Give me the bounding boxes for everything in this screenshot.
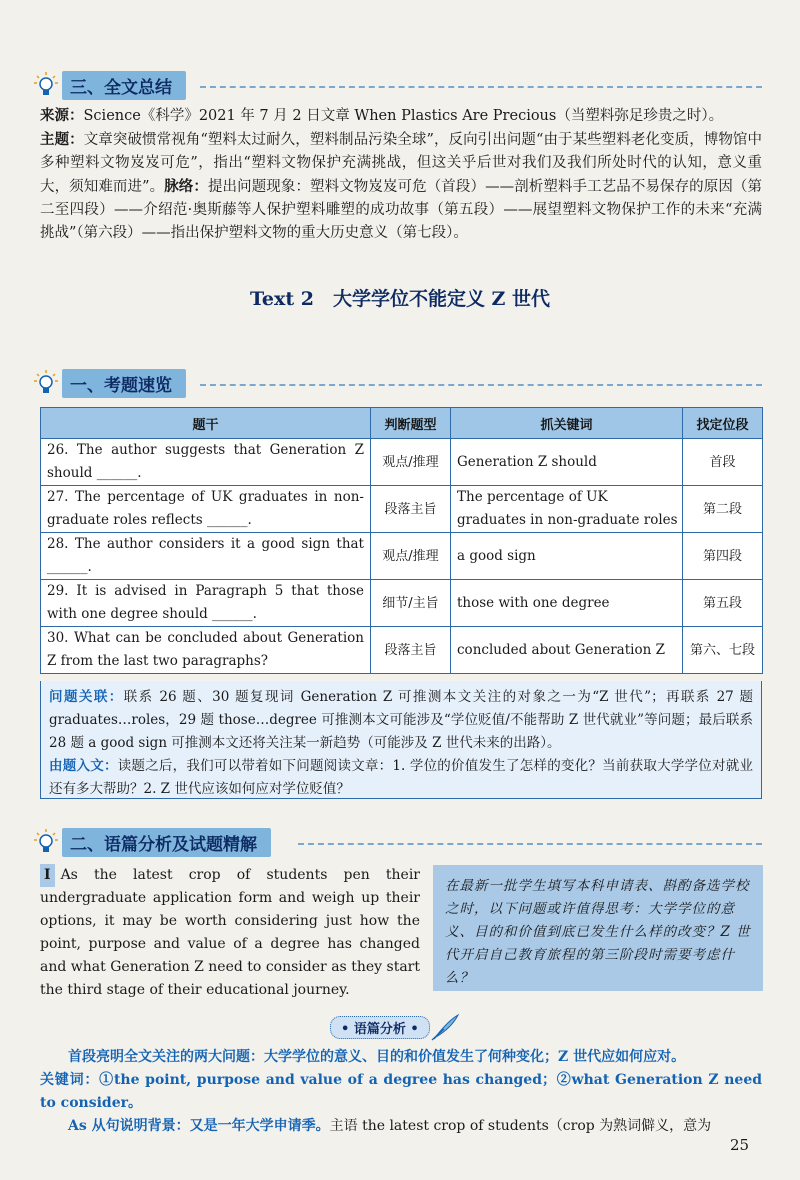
page-number: 25 [730, 1136, 750, 1154]
question-link-note: 问题关联：联系 26 题、30 题复现词 Generation Z 可推测本文关注的对象之一为“Z 世代”；再联系 27 题 graduates…roles，29 题 those…degree 可推测本文可能涉及“学位贬值/不能帮助 Z 世代就业”等问题；最后联系 28 题 a good sign 可推测本文还将关注某一新趋势（可能涉及 Z 世代未来的出路）。 由题入文：读题之后，我们可以带着如下问题阅读文章：1. 学位的价值发生了怎样的变化？当前获取大学学位对就业还有多大帮助？2. Z 世代应该如何应对学位贬值？ [40, 681, 762, 799]
header-location: 找定位段 [683, 408, 763, 439]
lightbulb-icon [34, 369, 58, 397]
divider [298, 843, 762, 845]
table-row: 30. What can be concluded about Generation Z from the last two paragraphs? 段落主旨 concluded about Generation Z 第六、七段 [41, 627, 763, 674]
section-title: 二、语篇分析及试题精解 [62, 828, 271, 857]
header-stem: 题干 [41, 408, 371, 439]
question-table [40, 407, 763, 674]
passage-paragraph-1: I As the latest crop of students pen their undergraduate application form and weigh up their options, it may be worth considering just how the point, purpose and value of a degree has changed and what Generation Z need to consider as they start the third stage of their educational journey. [40, 864, 420, 1002]
text2-title: Text 2 大学学位不能定义 Z 世代 [249, 288, 551, 310]
table-row: 27. The percentage of UK graduates in non-graduate roles reflects ______. 段落主旨 The percentage of UK graduates in non-graduate roles 第二段 [41, 486, 763, 533]
lightbulb-icon [34, 828, 58, 856]
table-row: 29. It is advised in Paragraph 5 that those with one degree should ______. 细节/主旨 those with one degree 第五段 [41, 580, 763, 627]
analysis-tag: • 语篇分析 • [330, 1014, 460, 1040]
paragraph-number: I [40, 864, 55, 887]
divider [200, 86, 762, 88]
section-title: 三、全文总结 [62, 71, 186, 100]
translation-box: 在最新一批学生填写本科申请表、斟酌备选学校之时，以下问题或许值得思考：大学学位的意义、目的和价值到底已发生什么样的改变？Z 世代开启自己教育旅程的第三阶段时需要考虑什么？ [433, 865, 763, 991]
divider [200, 384, 762, 386]
table-row: 26. The author suggests that Generation Z should ______. 观点/推理 Generation Z should 首段 [41, 439, 763, 486]
analysis-text: 首段亮明全文关注的两大问题：大学学位的意义、目的和价值发生了何种变化；Z 世代应如何应对。 关键词：①the point, purpose and value of a degree has changed；②what Generation Z need to consider。 As 从句说明背景：又是一年大学申请季。主语 the latest crop of students（crop 为熟词僻义，意为 [40, 1049, 763, 1134]
table-row: 28. The author considers it a good sign that ______. 观点/推理 a good sign 第四段 [41, 533, 763, 580]
section-quick-view-header [34, 368, 186, 398]
header-type: 判断题型 [371, 408, 451, 439]
section-analysis-header [34, 827, 271, 857]
section-summary-header [34, 70, 186, 100]
quill-icon [430, 1013, 460, 1041]
summary-text: 来源：Science《科学》2021 年 7 月 2 日文章 When Plastics Are Precious（当塑料弥足珍贵之时）。 主题：文章突破惯常视角“塑料太过耐久，塑料制品污染全球”，反向引出问题“由于某些塑料老化变质，博物馆中多种塑料文物岌岌可危”，指出“塑料文物保护充满挑战，但这关乎后世对我们及我们所处时代的认知，意义重大，须知难而进”。脉络：提出问题现象：塑料文物岌岌可危（首段）——剖析塑料手工艺品不易保存的原因（第二至四段）——介绍范·奥斯藤等人保护塑料雕塑的成功故事（第五段）——展望塑料文物保护工作的未来“充满挑战”（第六段）——指出保护塑料文物的重大历史意义（第七段）。 [40, 107, 763, 241]
header-keyword: 抓关键词 [451, 408, 683, 439]
lightbulb-icon [34, 71, 58, 99]
section-title: 一、考题速览 [62, 369, 186, 398]
